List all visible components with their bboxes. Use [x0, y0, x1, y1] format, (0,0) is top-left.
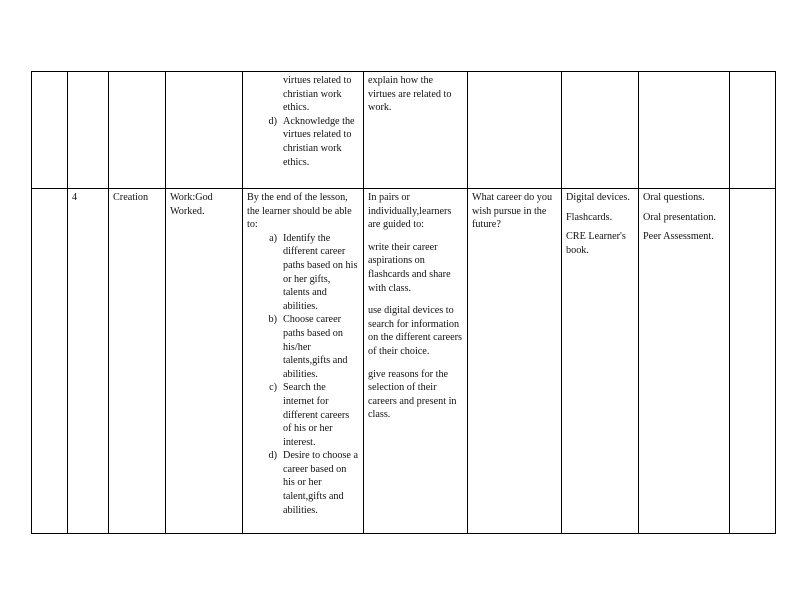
lesson-cell	[68, 72, 109, 189]
remarks-cell	[730, 189, 776, 534]
sub-strand-cell	[166, 72, 243, 189]
experience-text: explain how the virtues are related to work.	[368, 75, 452, 114]
strand-cell: Creation	[109, 189, 166, 534]
scheme-of-work-table	[31, 71, 776, 534]
outcomes-list	[247, 74, 359, 169]
outcomes-list	[247, 232, 359, 517]
resource-item: CRE Learner's book.	[566, 231, 626, 256]
experience-text: In pairs or individually,learners are guided to:	[368, 192, 452, 231]
resources-cell	[562, 189, 639, 534]
experience-text: use digital devices to search for information on the different careers of their choice.	[368, 305, 462, 357]
learning-outcomes-cell	[243, 72, 364, 189]
list-item: d) Acknowledge the virtues related to christian work ethics.	[268, 115, 355, 168]
table-row	[32, 189, 776, 534]
resource-item: Flashcards.	[566, 211, 613, 223]
learning-experiences-cell	[364, 72, 468, 189]
list-item: d) Desire to choose a career based on his or her talent,gifts and abilities.	[268, 450, 358, 516]
assessment-item: Oral questions.	[643, 192, 705, 203]
list-item: virtues related to christian work ethics.	[283, 75, 352, 114]
table-row	[32, 72, 776, 189]
learning-outcomes-cell	[243, 189, 364, 534]
list-item: a) Identify the different career paths based on his or her gifts, talents and abilities.	[269, 232, 358, 312]
inquiry-question-cell: What career do you wish pursue in the future?	[468, 189, 562, 534]
week-cell	[32, 189, 68, 534]
strand-cell	[109, 72, 166, 189]
resource-item: Digital devices.	[566, 192, 630, 203]
lesson-cell: 4	[68, 189, 109, 534]
experience-text: write their career aspirations on flashcards and share with class.	[368, 241, 451, 294]
assessment-item: Peer Assessment.	[643, 231, 714, 243]
inquiry-question-cell	[468, 72, 562, 189]
assessment-cell	[639, 72, 730, 189]
week-cell	[32, 72, 68, 189]
assessment-item: Oral presentation.	[643, 211, 716, 223]
remarks-cell	[730, 72, 776, 189]
experience-text: give reasons for the selection of their careers and present in class.	[368, 368, 457, 421]
resources-cell	[562, 72, 639, 189]
list-item: c) Search the internet for different careers of his or her interest.	[269, 382, 350, 448]
assessment-cell	[639, 189, 730, 534]
learning-experiences-cell	[364, 189, 468, 534]
outcomes-intro: By the end of the lesson, the learner should be able to:	[247, 192, 352, 231]
list-item: b) Choose career paths based on his/her talents,gifts and abilities.	[268, 314, 348, 380]
sub-strand-cell: Work:God Worked.	[166, 189, 243, 534]
